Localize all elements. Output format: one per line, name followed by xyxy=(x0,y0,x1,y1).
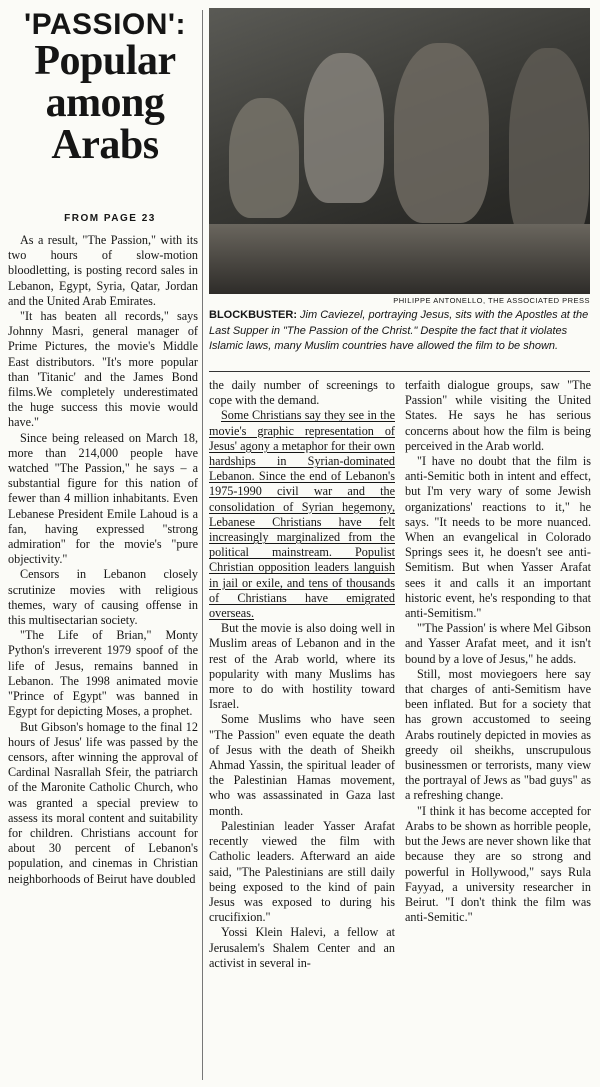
caption-rule xyxy=(209,371,590,372)
paragraph: Palestinian leader Yasser Arafat recently viewed the film with Catholic leaders. Afterward an aide said, "The Palestinians are still daily being exposed to the kind of pain Jesus was exposed to during his crucifixion." xyxy=(209,818,395,925)
photo-table xyxy=(209,224,590,294)
article-column-3 xyxy=(405,378,591,925)
photo-credit: PHILIPPE ANTONELLO, THE ASSOCIATED PRESS xyxy=(393,296,590,305)
paragraph: "'The Passion' is where Mel Gibson and Yasser Arafat meet, and it isn't bound by a love of Jesus," he adds. xyxy=(405,621,591,666)
paragraph: "I think it has become accepted for Arabs to be shown as horrible people, but the Jews are never shown like that because they are so strong and powerful in Hollywood," says Rula Fayyad, a university researcher in Beirut. "I don't think the film was anti-Semitic." xyxy=(405,803,591,925)
paragraph: But Gibson's homage to the final 12 hours of Jesus' life was passed by the censors, after winning the approval of Cardinal Nasrallah Sfeir, the patriarch of the Maronite Catholic Church, who was granted a special preview to assess its moral content and suitability for children. Christians account for about 30 percent of Lebanon's population, and cinemas in Christian neighborhoods of Beirut have doubled xyxy=(8,719,198,886)
paragraph: Yossi Klein Halevi, a fellow at Jerusalem's Shalem Center and an activist in several in- xyxy=(209,925,395,970)
headline-line-1: Popular xyxy=(34,38,176,84)
column-divider xyxy=(202,10,203,1080)
paragraph: Some Muslims who have seen "The Passion" even equate the death of Jesus with the death of Sheikh Ahmad Yassin, the spiritual leader of the Palestinian Hamas movement, who was assassinated in Gaza last month. xyxy=(209,712,395,818)
paragraph: Censors in Lebanon closely scrutinize movies with religious themes, wary of causing offense in this multisectarian society. xyxy=(8,567,198,628)
headline-kicker: 'PASSION': xyxy=(23,8,187,41)
caption-lead: BLOCKBUSTER: xyxy=(209,309,297,321)
underlined-paragraph: Some Christians say they see in the movie's graphic representation of Jesus' agony a metaphor for their own hardships in Syrian-dominated Lebanon. Since the end of Lebanon's 1975-1990 civil war and the consolidation of Syrian hegemony, Lebanese Christians have felt increasingly marginalized from the political mainstream. Populist Christian opposition leaders languish in jail or exile, and tens of thousands of Christians have emigrated overseas. xyxy=(209,408,395,621)
paragraph-continued: terfaith dialogue groups, saw "The Passion" while visiting the United States. He says he has serious concerns about how the film is being perceived in the Arab world. xyxy=(405,378,591,453)
photo-caption xyxy=(209,308,590,355)
jump-line: FROM PAGE 23 xyxy=(64,213,156,224)
article-column-1 xyxy=(8,233,198,887)
paragraph: As a result, "The Passion," with its two hours of slow-motion bloodletting, is posting record sales in Lebanon, Egypt, Syria, Qatar, Jordan and the United Arab Emirates. xyxy=(8,233,198,308)
headline-line-3: Arabs xyxy=(51,122,159,168)
paragraph: "I have no doubt that the film is anti-Semitic both in intent and effect, but I'm very wary of some Jewish organizations' reactions to it," he says. "It needs to be more nuanced. When an evangelical in Colorado Springs sees it, he doesn't see anti-Semitism. But when Yasser Arafat sees it and calls it an important historic event, he's responding to that anti-Semitism." xyxy=(405,454,591,621)
article-column-2 xyxy=(209,378,395,971)
news-photo xyxy=(209,8,590,294)
paragraph: "It has beaten all records," says Johnny Masri, general manager of Prime Pictures, the movie's Middle East distributors. "It's more popular than 'Titanic' and the James Bond films.We completely underestimated the huge success this movie would have." xyxy=(8,309,198,430)
headline xyxy=(10,10,200,166)
photo-figure xyxy=(394,43,489,223)
photo-figure xyxy=(509,48,589,248)
photo-figure xyxy=(229,98,299,218)
photo-figure xyxy=(304,53,384,203)
paragraph-continued: the daily number of screenings to cope with the demand. xyxy=(209,378,395,408)
caption-text: Jim Caviezel, portraying Jesus, sits with the Apostles at the Last Supper in "The Passion of the Christ." Despite the fact that it violates Islamic laws, many Muslim countries have allowed the film to be shown. xyxy=(209,309,589,352)
paragraph: Still, most moviegoers here say that charges of anti-Semitism have been inflated. But for a society that has grown accustomed to seeing Arabs routinely depicted in movies as greedy oil sheikhs, unscrupulous businessmen or terrorists, many view the portrayal of Jews as "bad guys" as a refreshing change. xyxy=(405,666,591,803)
paragraph: "The Life of Brian," Monty Python's irreverent 1979 spoof of the life of Jesus, remains banned in Lebanon. The 1998 animated movie "Prince of Egypt" was banned in Egypt for depicting Moses, a prophet. xyxy=(8,628,198,719)
paragraph: Since being released on March 18, more than 214,000 people have watched "The Passion," he says – a substantial figure for this nation of fewer than 4 million inhabitants. Even Lebanese President Emile Lahoud is a fan, having expressed "strong admiration" for the movie's "pure objectivity." xyxy=(8,430,198,567)
paragraph: But the movie is also doing well in Muslim areas of Lebanon and in the rest of the Arab world, where its popularity with many Muslims has more to do with hostility toward Israel. xyxy=(209,621,395,712)
headline-line-2: among xyxy=(45,80,165,126)
